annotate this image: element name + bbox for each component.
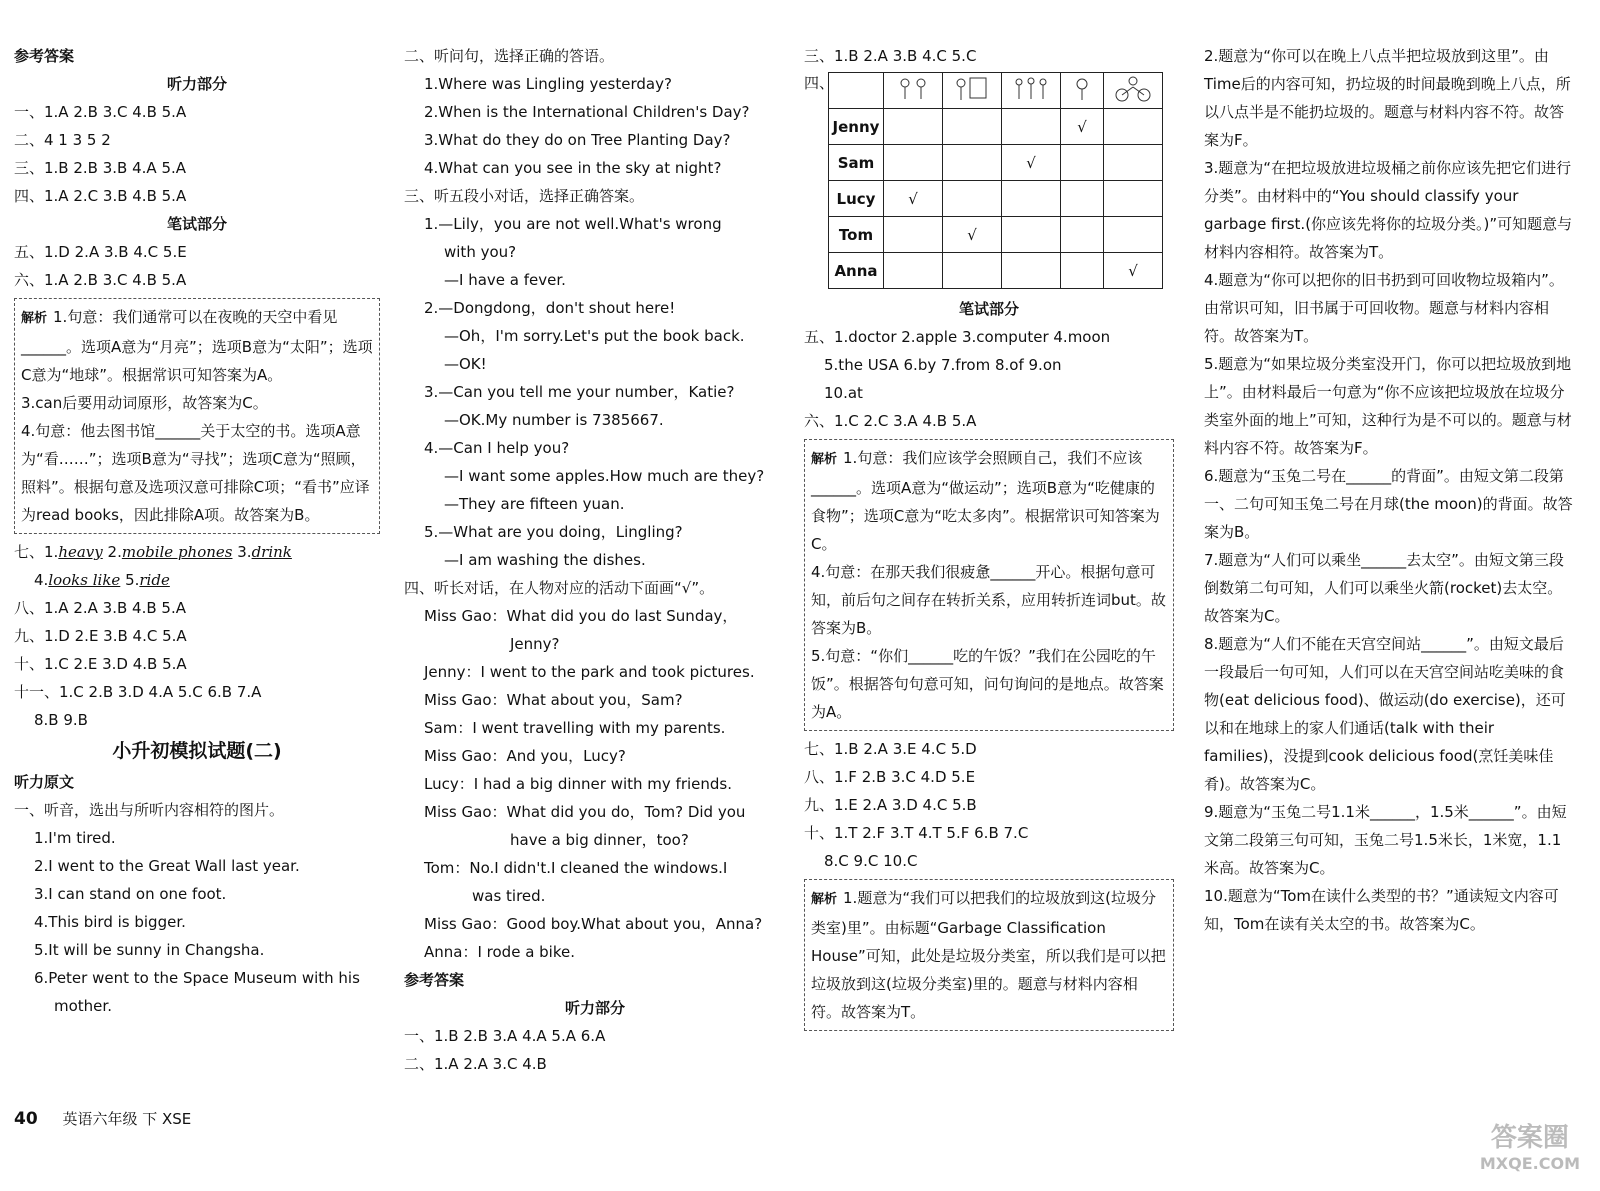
- question-line: 6.Peter went to the Space Museum with his: [34, 969, 360, 987]
- question-line: 4.What can you see in the sky at night?: [424, 159, 722, 177]
- table-row: Sam √: [829, 145, 1163, 181]
- dialogue-line: Miss Gao：What did you do last Sunday，: [424, 607, 738, 625]
- answer-line: 8.C 9.C 10.C: [824, 852, 918, 870]
- dialogue-line: Miss Gao：Good boy.What about you，Anna?: [424, 915, 763, 933]
- dialogue-line: 4.—Can I help you?: [424, 439, 570, 457]
- dialogue-line: 1.—Lily，you are not well.What's wrong: [424, 215, 722, 233]
- analysis-text: 4.句意：他去图书馆______关于太空的书。选项A意为“看……”；选项B意为“寻找”；选项C意为“照顾，照料”。根据句意及选项汉意可排除C项；“看书”应译为read books，因此排除A项。故答案为B。: [21, 422, 370, 524]
- analysis-text: 1.句意：我们应该学会照顾自己，我们不应该______。选项A意为“做运动”；选项B意为“吃健康的食物”；选项C意为“吃太多肉”。根据常识可知答案为C。: [811, 449, 1160, 553]
- answer-line: 十、1.C 2.E 3.D 4.B 5.A: [14, 655, 187, 673]
- analysis-text: 1.题意为“我们可以把我们的垃圾放到这(垃圾分类室)里”。由标题“Garbage Classification House”可知，此处是垃圾分类室，所以我们是可以把垃圾放到这(垃圾分类室)里的。题意与材料内容相符。故答案为T。: [811, 889, 1166, 1021]
- question-line: 4.This bird is bigger.: [34, 913, 186, 931]
- dialogue-line: Miss Gao：What did you do，Tom? Did you: [424, 803, 746, 821]
- answer-line: 二、1.A 2.A 3.C 4.B: [404, 1055, 547, 1073]
- answer-line: 八、1.A 2.A 3.B 4.B 5.A: [14, 599, 186, 617]
- analysis-paragraph: 5.题意为“如果垃圾分类室没开门，你可以把垃圾放到地上”。由材料最后一句意为“你不应该把垃圾放在垃圾分类室外面的地上”可知，这种行为是不可以的。题意与材料内容不符。故答案为F。: [1204, 355, 1572, 457]
- section-title: 小升初模拟试题(二): [112, 740, 282, 762]
- table-row: Tom √: [829, 217, 1163, 253]
- column-3: [804, 42, 1174, 1035]
- handwritten-answer: heavy: [58, 543, 103, 561]
- analysis-text: 5.句意：“你们______吃的午饭？”我们在公园吃的午饭”。根据答句句意可知，问句询问的是地点。故答案为A。: [811, 647, 1164, 721]
- answer-line: 一、1.A 2.B 3.C 4.B 5.A: [14, 103, 187, 121]
- dialogue-line: Anna：I rode a bike.: [424, 943, 575, 961]
- analysis-box: [804, 879, 1174, 1031]
- dialogue-line: Miss Gao：And you，Lucy?: [424, 747, 626, 765]
- dialogue-line: Jenny：I went to the park and took pictures.: [424, 663, 755, 681]
- watermark-logo: 答案圈 MXQE.COM: [1479, 1123, 1580, 1173]
- answer-line: 五、1.doctor 2.apple 3.computer 4.moon: [804, 328, 1111, 346]
- check-mark: √: [943, 217, 1002, 253]
- analysis-box: [804, 439, 1174, 731]
- answer-line: 8.B 9.B: [34, 711, 88, 729]
- table-header-row: [829, 73, 1163, 109]
- check-mark: √: [884, 181, 943, 217]
- table-row: Lucy √: [829, 181, 1163, 217]
- analysis-tag: 解析: [811, 892, 838, 907]
- page-footer: [14, 1108, 191, 1129]
- question-line: 1.I'm tired.: [34, 829, 116, 847]
- section-heading: 四、听长对话，在人物对应的活动下面画“√”。: [404, 579, 715, 597]
- answer-line: 五、1.D 2.A 3.B 4.C 5.E: [14, 243, 187, 261]
- table-row: Jenny √: [829, 109, 1163, 145]
- check-mark: √: [1002, 145, 1061, 181]
- answer-line-handwritten: 4.looks like 5.ride: [34, 571, 170, 589]
- answer-line: 十、1.T 2.F 3.T 4.T 5.F 6.B 7.C: [804, 824, 1029, 842]
- analysis-paragraph: 3.题意为“在把垃圾放进垃圾桶之前你应该先把它们进行分类”。由材料中的“You should classify your garbage first.(你应该先将你的垃圾分类。)”可知题意与材料内容相符。故答案为T。: [1204, 159, 1573, 261]
- dialogue-line: 3.—Can you tell me your number，Katie?: [424, 383, 735, 401]
- activity-table-block: [804, 72, 1174, 289]
- answers-title: 参考答案: [404, 971, 465, 989]
- handwritten-answer: mobile phones: [121, 543, 233, 561]
- photo-activity-icon: [884, 73, 943, 109]
- writing-heading: 笔试部分: [166, 215, 227, 233]
- dialogue-line: —OK.My number is 7385667.: [444, 411, 664, 429]
- dialogue-line: Lucy：I had a big dinner with my friends.: [424, 775, 733, 793]
- dialogue-line: Miss Gao：What about you，Sam?: [424, 691, 683, 709]
- window-cleaning-icon: [943, 73, 1002, 109]
- table-row: Anna √: [829, 253, 1163, 289]
- answer-line: 10.at: [824, 384, 863, 402]
- dialogue-line: —OK!: [444, 355, 487, 373]
- dialogue-line: Jenny?: [510, 635, 560, 653]
- analysis-paragraph: 9.题意为“玉兔二号1.1米______，1.5米______”。由短文第二段第三句可知，玉兔二号1.5米长，1米宽，1.1米高。故答案为C。: [1204, 803, 1567, 877]
- answers-title: 参考答案: [14, 47, 75, 65]
- handwritten-answer: looks like: [48, 571, 121, 589]
- answer-line: 二、4 1 3 5 2: [14, 131, 111, 149]
- dialogue-line: —I want some apples.How much are they?: [444, 467, 765, 485]
- listening-heading: 听力部分: [166, 75, 227, 93]
- answer-line-handwritten: 七、1.heavy 2.mobile phones 3.drink: [14, 543, 292, 561]
- question-line: 2.I went to the Great Wall last year.: [34, 857, 300, 875]
- analysis-paragraph: 10.题意为“Tom在读什么类型的书？”通读短文内容可知，Tom在读有关太空的书。故答案为C。: [1204, 887, 1559, 933]
- question-line: 5.It will be sunny in Changsha.: [34, 941, 265, 959]
- dialogue-line: with you?: [444, 243, 517, 261]
- bike-icon: [1104, 73, 1163, 109]
- answer-line: 六、1.A 2.B 3.C 4.B 5.A: [14, 271, 187, 289]
- handwritten-answer: drink: [251, 543, 292, 561]
- question-line: mother.: [54, 997, 112, 1015]
- analysis-tag: 解析: [811, 452, 838, 467]
- section-label: 四、: [804, 74, 835, 92]
- column-1: [14, 42, 380, 1020]
- answer-line: 九、1.E 2.A 3.D 4.C 5.B: [804, 796, 977, 814]
- section-heading: 二、听问句，选择正确的答语。: [404, 47, 615, 65]
- footer-subject: 英语六年级 下 XSE: [62, 1110, 192, 1128]
- analysis-text: 4.句意：在那天我们很疲惫______开心。根据句意可知，前后句之间存在转折关系，应用转折连词but。故答案为B。: [811, 563, 1166, 637]
- column-4: [1204, 42, 1574, 938]
- question-line: 1.Where was Lingling yesterday?: [424, 75, 672, 93]
- dialogue-line: 2.—Dongdong，don't shout here!: [424, 299, 676, 317]
- answer-line: 十一、1.C 2.B 3.D 4.A 5.C 6.B 7.A: [14, 683, 262, 701]
- answer-line: 5.the USA 6.by 7.from 8.of 9.on: [824, 356, 1062, 374]
- analysis-paragraph: 2.题意为“你可以在晚上八点半把垃圾放到这里”。由Time后的内容可知，扔垃圾的时间最晚到晚上八点，所以八点半是不能扔垃圾的。题意与材料内容不符。故答案为F。: [1204, 47, 1571, 149]
- dialogue-line: —Oh，I'm sorry.Let's put the book back.: [444, 327, 745, 345]
- dialogue-line: —They are fifteen yuan.: [444, 495, 625, 513]
- analysis-text: 3.can后要用动词原形，故答案为C。: [21, 394, 268, 412]
- page-number: 40: [14, 1109, 38, 1129]
- dialogue-line: was tired.: [472, 887, 546, 905]
- analysis-paragraph: 6.题意为“玉兔二号在______的背面”。由短文第二段第一、二句可知玉兔二号在月球(the moon)的背面。故答案为B。: [1204, 467, 1573, 541]
- answer-line: 九、1.D 2.E 3.B 4.C 5.A: [14, 627, 187, 645]
- analysis-tag: 解析: [21, 311, 48, 326]
- dialogue-line: have a big dinner，too?: [510, 831, 689, 849]
- activity-table: [828, 72, 1163, 289]
- analysis-paragraph: 4.题意为“你可以把你的旧书扔到可回收物垃圾箱内”。由常识可知，旧书属于可回收物。题意与材料内容相符。故答案为T。: [1204, 271, 1564, 345]
- question-line: 2.When is the International Children's Day?: [424, 103, 750, 121]
- dialogue-line: Sam：I went travelling with my parents.: [424, 719, 726, 737]
- check-mark: √: [1104, 253, 1163, 289]
- analysis-text: 1.句意：我们通常可以在夜晚的天空中看见______。选项A意为“月亮”；选项B意为“太阳”；选项C意为“地球”。根据常识可知答案为A。: [21, 308, 373, 384]
- analysis-paragraph: 7.题意为“人们可以乘坐______去太空”。由短文第三段倒数第二句可知，人们可以乘坐火箭(rocket)去太空。故答案为C。: [1204, 551, 1564, 625]
- answer-line: 七、1.B 2.A 3.E 4.C 5.D: [804, 740, 977, 758]
- analysis-box: [14, 298, 380, 534]
- listening-heading: 听力部分: [564, 999, 625, 1017]
- column-2: [404, 42, 786, 1078]
- family-travel-icon: [1002, 73, 1061, 109]
- dialogue-line: Tom：No.I didn't.I cleaned the windows.I: [424, 859, 728, 877]
- check-mark: √: [1061, 109, 1104, 145]
- analysis-paragraph: 8.题意为“人们不能在天宫空间站______”。由短文最后一段最后一句可知，人们可以在天宫空间站吃美味的食物(eat delicious food)、做运动(do exercise)，还可以和在地球上的家人们通话(talk with their families)，没提到cook delicious food(烹饪美味佳肴)。故答案为C。: [1204, 635, 1566, 793]
- answer-line: 八、1.F 2.B 3.C 4.D 5.E: [804, 768, 976, 786]
- dialogue-line: —I am washing the dishes.: [444, 551, 646, 569]
- writing-heading: 笔试部分: [958, 300, 1019, 318]
- section-heading: 三、听五段小对话，选择正确答案。: [404, 187, 645, 205]
- answer-line: 一、1.B 2.B 3.A 4.A 5.A 6.A: [404, 1027, 606, 1045]
- answer-line: 三、1.B 2.A 3.B 4.C 5.C: [804, 47, 977, 65]
- answer-line: 四、1.A 2.C 3.B 4.B 5.A: [14, 187, 187, 205]
- dialogue-line: —I have a fever.: [444, 271, 566, 289]
- question-line: 3.What do they do on Tree Planting Day?: [424, 131, 731, 149]
- question-line: 3.I can stand on one foot.: [34, 885, 227, 903]
- answer-line: 六、1.C 2.C 3.A 4.B 5.A: [804, 412, 977, 430]
- transcript-heading: 听力原文: [14, 773, 75, 791]
- handwritten-answer: ride: [139, 571, 170, 589]
- dinner-icon: [1061, 73, 1104, 109]
- answer-line: 三、1.B 2.B 3.B 4.A 5.A: [14, 159, 187, 177]
- question-line: 一、听音，选出与所听内容相符的图片。: [14, 801, 285, 819]
- dialogue-line: 5.—What are you doing，Lingling?: [424, 523, 683, 541]
